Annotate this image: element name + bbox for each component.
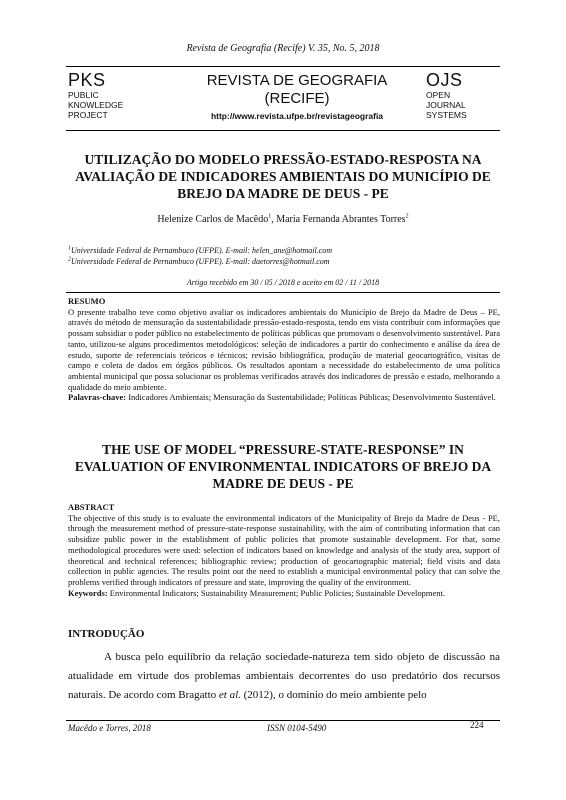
pkp-logo: PKS [68,70,106,90]
resumo-heading: RESUMO [68,296,106,306]
journal-title: REVISTA DE GEOGRAFIA [206,72,388,89]
pkp-label-line: PROJECT [68,110,108,120]
affiliation-text: Universidade Federal de Pernambuco (UFPE). E-mail: helen_ane@hotmail.com [71,246,333,255]
keywords-label: Palavras-chave: [68,392,127,403]
abstract-heading: ABSTRACT [68,502,115,512]
affiliation-line [68,256,508,267]
abstract-text: The objective of this study is to evaluate the environmental indicators of the Municipality of Brejo da Madre de Deus - PE, through the measurement method of pressure-state-response sustainability, with the aim of contributing information that can subsidize public power in the establishment of public policies that promote sustainable development. For that, some methodological procedures were used: selection of indicators based on knowledge and analysis of the study area, support of theoretical and technical references; bibliographic review; production of geocartographic material; field visits and data collection in public agencies. The results point out the need to establish a municipal environmental policy that can solve the problems verified through indicators of pressure and state, improving the quality of the environment. [68,512,500,587]
journal-subtitle: (RECIFE) [264,90,330,107]
intro-heading: INTRODUÇÃO [68,628,145,640]
intro-text: A busca pelo equilíbrio da relação sociedade-natureza tem sido objeto de discussão na atualidade em virtude dos problemas ambientais decorrentes do uso predatório dos recursos naturais. De acordo com Bragatto [68,651,500,701]
ojs-label-line: OPEN [426,90,451,100]
intro-text: (2012), o domínio do meio ambiente pelo [240,689,427,701]
header-top-rule [66,66,500,67]
resumo-keywords [68,392,500,403]
journal-reference: Revista de Geografia (Recife) V. 35, No. 5, 2018 [186,43,380,54]
pkp-logo-block [68,70,168,120]
resumo-rule [66,292,500,293]
intro-paragraph [68,648,500,705]
received-date: Artigo recebido em 30 / 05 / 2018 e aceito em 02 / 11 / 2018 [186,278,380,287]
ojs-logo-block [426,70,516,120]
keywords-label: Keywords: [68,587,108,598]
ojs-logo: OJS [426,70,463,90]
keywords-text: Environmental Indicators; Sustainability Measurement; Public Policies; Sustainable Development. [107,587,446,598]
journal-url[interactable]: http://www.revista.ufpe.br/revistageografia [210,111,384,121]
author-name: Maria Fernanda Abrantes Torres [276,214,406,225]
intro-body [68,648,500,705]
footer-issn: ISSN 0104-5490 [267,723,327,733]
pkp-label-line: KNOWLEDGE [68,100,124,110]
resumo-section [68,296,500,403]
affiliations [68,245,508,267]
ojs-label-line: JOURNAL [426,100,466,110]
author-sup: 2 [405,213,409,220]
journal-masthead [168,72,426,122]
article-title-en: THE USE OF MODEL “PRESSURE-STATE-RESPONSE” IN EVALUATION OF ENVIRONMENTAL INDICATORS OF BREJO DA MADRE DE DEUS - PE [74,442,492,491]
abstract-keywords [68,588,500,599]
keywords-text: Indicadores Ambientais; Mensuração da Sustentabilidade; Políticas Públicas; Desenvolvimento Sustentável. [126,392,496,403]
footer-citation: Macêdo e Torres, 2018 [68,723,151,733]
page-number: 224 [470,720,484,730]
article-title-pt: UTILIZAÇÃO DO MODELO PRESSÃO-ESTADO-RESPOSTA NA AVALIAÇÃO DE INDICADORES AMBIENTAIS DO MUNICÍPIO DE BREJO DA MADRE DE DEUS - PE [75,152,491,201]
footer-rule [66,720,500,721]
header-bottom-rule [66,130,500,131]
intro-emphasis: et al. [218,689,241,701]
affiliation-sup: 1 [68,245,71,252]
author-separator: , [271,214,277,225]
resumo-text: O presente trabalho teve como objetivo avaliar os indicadores ambientais do Município de Brejo da Madre de Deus – PE, através do método de mensuração da sustentabilidade pressão-estado-resposta, tendo em vista contribuir com informações que possam subsidiar o poder público no estabelecimento de políticas públicas que promovam o desenvolvimento sustentável. Para tanto, utilizou-se alguns procedimentos metodológicos: seleção de indicadores a partir do conhecimento e análise da área de estudo, suporte de referenciais teóricos e técnicos; revisão bibliográfica, produção de material geocartográfico, visitas de campo e coleta de dados em órgãos públicos. Os resultados apontam a necessidade do estabelecimento de uma política ambiental municipal que possa solucionar os problemas verificados através dos indicadores de pressão e estado, melhorando a qualidade do meio ambiente. [68,306,500,392]
author-sup: 1 [268,213,272,220]
affiliation-line [68,245,508,256]
authors-line [0,214,566,225]
pkp-label-line: PUBLIC [68,90,99,100]
ojs-label-line: SYSTEMS [426,110,467,120]
abstract-section [68,502,500,598]
author-name: Helenize Carlos de Macêdo [157,214,269,225]
affiliation-text: Universidade Federal de Pernambuco (UFPE). E-mail: daetorres@hotmail.com [71,257,330,266]
affiliation-sup: 2 [68,256,71,263]
